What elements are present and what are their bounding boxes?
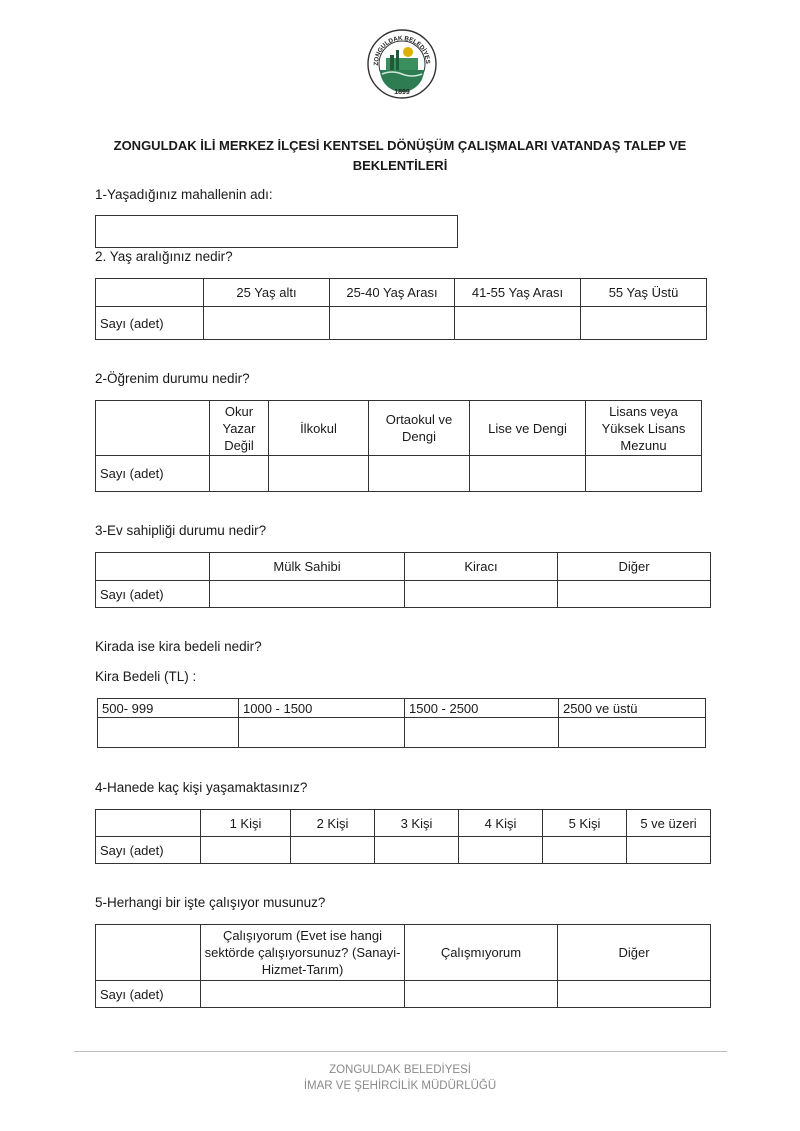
own-header-tenant: Kiracı xyxy=(405,553,558,581)
edu-header-middle: Ortaokul ve Dengi xyxy=(369,401,470,456)
hh-cell-4[interactable] xyxy=(459,837,543,864)
q1-label: 1-Yaşadığınız mahallenin adı: xyxy=(95,187,273,202)
edu-row-label: Sayı (adet) xyxy=(96,456,210,492)
rent-table xyxy=(97,698,706,748)
edu-cell-university[interactable] xyxy=(586,456,702,492)
own-row-label: Sayı (adet) xyxy=(96,581,210,608)
emp-header-other: Diğer xyxy=(558,925,711,981)
q5-label: 5-Herhangi bir işte çalışıyor musunuz? xyxy=(95,895,326,910)
q2-label: 2-Öğrenim durumu nedir? xyxy=(95,371,250,386)
education-table xyxy=(95,400,702,492)
age-cell-under-25[interactable] xyxy=(204,307,330,340)
rent-header-over-2500: 2500 ve üstü xyxy=(559,699,706,718)
hh-row-label: Sayı (adet) xyxy=(96,837,201,864)
household-table xyxy=(95,809,711,864)
own-header-empty xyxy=(96,553,210,581)
age-table xyxy=(95,278,707,340)
age-header-25-40: 25-40 Yaş Arası xyxy=(330,279,455,307)
hh-header-3: 3 Kişi xyxy=(375,810,459,837)
hh-cell-3[interactable] xyxy=(375,837,459,864)
hh-header-5: 5 Kişi xyxy=(543,810,627,837)
own-cell-other[interactable] xyxy=(558,581,711,608)
rent-header-1000-1500: 1000 - 1500 xyxy=(239,699,405,718)
footer-line-1: ZONGULDAK BELEDİYESİ xyxy=(329,1064,471,1076)
edu-header-high: Lise ve Dengi xyxy=(470,401,586,456)
age-row-label: Sayı (adet) xyxy=(96,307,204,340)
employment-table xyxy=(95,924,711,1008)
ownership-table xyxy=(95,552,711,608)
age-cell-41-55[interactable] xyxy=(455,307,581,340)
hh-cell-5-plus[interactable] xyxy=(627,837,711,864)
hh-header-1: 1 Kişi xyxy=(201,810,291,837)
rent-label: Kira Bedeli (TL) : xyxy=(95,669,197,684)
rent-header-500-999: 500- 999 xyxy=(98,699,239,718)
own-cell-owner[interactable] xyxy=(210,581,405,608)
age-header-over-55: 55 Yaş Üstü xyxy=(581,279,707,307)
hh-header-5-plus: 5 ve üzeri xyxy=(627,810,711,837)
edu-header-primary: İlkokul xyxy=(269,401,369,456)
emp-header-employed: Çalışıyorum (Evet ise hangi sektörde çalışıyorsunuz? (Sanayi-Hizmet-Tarım) xyxy=(201,925,405,981)
rent-cell-1000-1500[interactable] xyxy=(239,718,405,748)
rent-cell-500-999[interactable] xyxy=(98,718,239,748)
own-cell-tenant[interactable] xyxy=(405,581,558,608)
logo-year: 1899 xyxy=(394,89,410,96)
age-header-empty xyxy=(96,279,204,307)
footer-line-2: İMAR VE ŞEHİRCİLİK MÜDÜRLÜĞÜ xyxy=(303,1080,497,1092)
emp-row-label: Sayı (adet) xyxy=(96,981,201,1008)
hh-header-2: 2 Kişi xyxy=(291,810,375,837)
rent-question: Kirada ise kira bedeli nedir? xyxy=(95,639,262,654)
edu-cell-primary[interactable] xyxy=(269,456,369,492)
hh-header-empty xyxy=(96,810,201,837)
age-header-41-55: 41-55 Yaş Arası xyxy=(455,279,581,307)
own-header-owner: Mülk Sahibi xyxy=(210,553,405,581)
edu-header-empty xyxy=(96,401,210,456)
emp-cell-unemployed[interactable] xyxy=(405,981,558,1008)
hh-cell-5[interactable] xyxy=(543,837,627,864)
edu-header-illiterate: Okur Yazar Değil xyxy=(210,401,269,456)
hh-cell-1[interactable] xyxy=(201,837,291,864)
neighbourhood-input[interactable] xyxy=(95,215,458,248)
emp-cell-employed[interactable] xyxy=(201,981,405,1008)
q-age-label: 2. Yaş aralığınız nedir? xyxy=(95,249,233,264)
age-cell-25-40[interactable] xyxy=(330,307,455,340)
municipality-logo xyxy=(366,28,438,100)
footer-divider xyxy=(74,1051,727,1052)
emp-header-unemployed: Çalışmıyorum xyxy=(405,925,558,981)
edu-header-university: Lisans veya Yüksek Lisans Mezunu xyxy=(586,401,702,456)
rent-cell-over-2500[interactable] xyxy=(559,718,706,748)
q4-label: 4-Hanede kaç kişi yaşamaktasınız? xyxy=(95,780,308,795)
age-header-under-25: 25 Yaş altı xyxy=(204,279,330,307)
edu-cell-illiterate[interactable] xyxy=(210,456,269,492)
title-line-2: BEKLENTİLERİ xyxy=(352,158,448,173)
rent-header-1500-2500: 1500 - 2500 xyxy=(405,699,559,718)
emp-cell-other[interactable] xyxy=(558,981,711,1008)
own-header-other: Diğer xyxy=(558,553,711,581)
page-title xyxy=(95,136,705,176)
edu-cell-high[interactable] xyxy=(470,456,586,492)
q3-label: 3-Ev sahipliği durumu nedir? xyxy=(95,523,267,538)
title-line-1: ZONGULDAK İLİ MERKEZ İLÇESİ KENTSEL DÖNÜŞÜM ÇALIŞMALARI VATANDAŞ TALEP VE xyxy=(113,138,687,153)
emp-header-empty xyxy=(96,925,201,981)
rent-cell-1500-2500[interactable] xyxy=(405,718,559,748)
age-cell-over-55[interactable] xyxy=(581,307,707,340)
edu-cell-middle[interactable] xyxy=(369,456,470,492)
hh-header-4: 4 Kişi xyxy=(459,810,543,837)
logo-text-top: ZONGULDAK BELEDİYES xyxy=(372,34,432,66)
hh-cell-2[interactable] xyxy=(291,837,375,864)
